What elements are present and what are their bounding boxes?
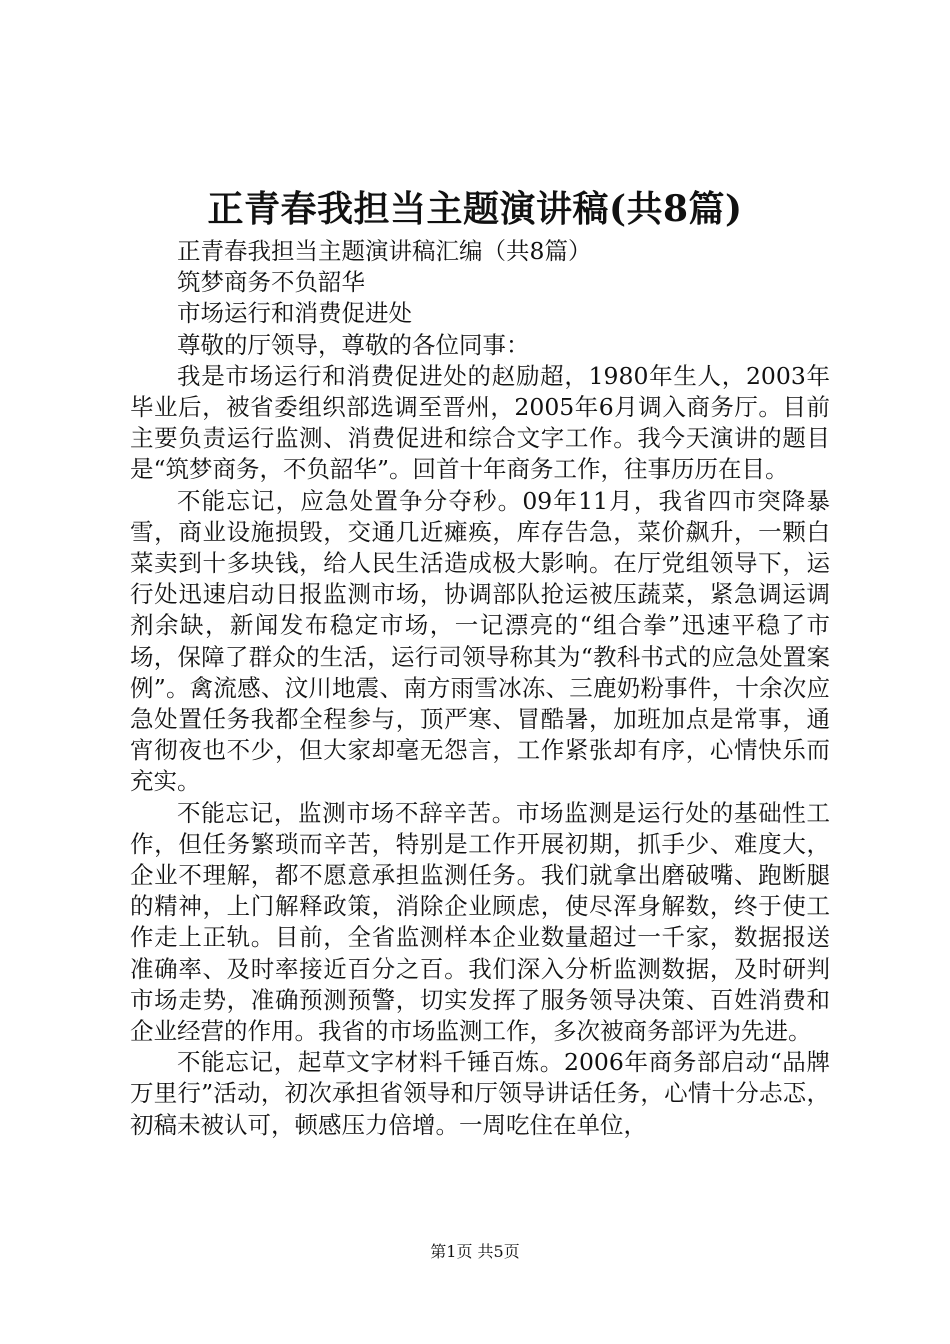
paragraph-monitoring: 不能忘记，监测市场不辞辛苦。市场监测是运行处的基础性工作，但任务繁琐而辛苦，特别是工作开展初期，抓手少、难度大，企业不理解，都不愿意承担监测任务。我们就拿出磨破嘴、跑断腿的精神，上门解释政策，消除企业顾虑，使尽浑身解数，终于使工作走上正轨。目前，全省监测样本企业数量超过一千家，数据报送准确率、及时率接近百分之百。我们深入分析监测数据，及时研判市场走势，准确预测预警，切实发挥了服务领导决策、百姓消费和企业经营的作用。我省的市场监测工作，多次被商务部评为先进。 xyxy=(130,798,830,1046)
document-title: 正青春我担当主题演讲稿(共8篇) xyxy=(207,188,743,230)
paragraph-introduction: 我是市场运行和消费促进处的赵励超，1980年生人，2003年毕业后，被省委组织部选调至晋州，2005年6月调入商务厅。目前主要负责运行监测、消费促进和综合文字工作。我今天演讲的题目是“筑梦商务，不负韶华”。回首十年商务工作，往事历历在目。 xyxy=(130,361,830,484)
paragraph-subtitle: 正青春我担当主题演讲稿汇编（共8篇） xyxy=(177,237,592,265)
page-footer: 第1页 共5页 xyxy=(430,1242,520,1261)
document-body xyxy=(130,236,830,1141)
paragraph-speech-title: 筑梦商务不负韶华 xyxy=(177,268,365,297)
paragraph-greeting: 尊敬的厅领导，尊敬的各位同事： xyxy=(177,330,530,359)
paragraph-department: 市场运行和消费促进处 xyxy=(177,299,412,328)
paragraph-emergency: 不能忘记，应急处置争分夺秒。09年11月，我省四市突降暴雪，商业设施损毁，交通几近瘫痪，库存告急，菜价飙升，一颗白菜卖到十多块钱，给人民生活造成极大影响。在厅党组领导下，运行处迅速启动日报监测市场，协调部队抢运被压蔬菜，紧急调运调剂余缺，新闻发布稳定市场，一记漂亮的“组合拳”迅速平稳了市场，保障了群众的生活，运行司领导称其为“教科书式的应急处置案例”。禽流感、汶川地震、南方雨雪冰冻、三鹿奶粉事件，十余次应急处置任务我都全程参与，顶严寒、冒酷暑，加班加点是常事，通宵彻夜也不少，但大家却毫无怨言，工作紧张却有序，心情快乐而充实。 xyxy=(130,486,830,796)
paragraph-drafting: 不能忘记，起草文字材料千锤百炼。2006年商务部启动“品牌万里行”活动，初次承担省领导和厅领导讲话任务，心情十分忐忑，初稿未被认可，顿感压力倍增。一周吃住在单位， xyxy=(130,1048,830,1139)
